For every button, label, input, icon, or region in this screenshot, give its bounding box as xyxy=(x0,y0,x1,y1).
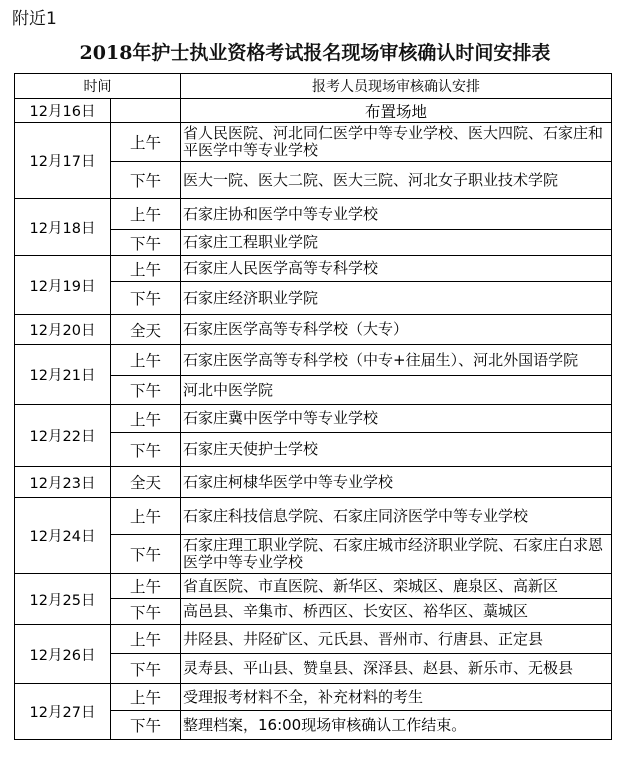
period-cell: 上午 xyxy=(111,199,181,230)
content-cell: 高邑县、辛集市、桥西区、长安区、裕华区、藁城区 xyxy=(181,599,612,625)
appendix-label: 附近1 xyxy=(12,9,57,29)
header-time: 时间 xyxy=(15,74,181,99)
content-cell: 石家庄医学高等专科学校（大专） xyxy=(181,315,612,345)
period-cell: 上午 xyxy=(111,625,181,654)
table-row xyxy=(15,405,612,433)
date-cell: 12月26日 xyxy=(15,625,111,684)
period-cell: 下午 xyxy=(111,535,181,574)
table-header-row xyxy=(15,74,612,99)
period-cell: 下午 xyxy=(111,162,181,199)
content-cell: 石家庄工程职业学院 xyxy=(181,230,612,256)
table-row xyxy=(15,345,612,376)
table-row xyxy=(15,199,612,230)
content-cell: 石家庄医学高等专科学校（中专+往届生）、河北外国语学院 xyxy=(181,345,612,376)
date-cell: 12月17日 xyxy=(15,123,111,199)
period-cell: 下午 xyxy=(111,654,181,684)
table-row xyxy=(15,467,612,498)
period-cell: 全天 xyxy=(111,467,181,498)
period-cell: 上午 xyxy=(111,256,181,282)
content-cell: 河北中医学院 xyxy=(181,376,612,405)
date-cell: 12月16日 xyxy=(15,99,111,123)
date-cell: 12月24日 xyxy=(15,498,111,574)
content-cell: 布置场地 xyxy=(181,99,612,123)
date-cell: 12月18日 xyxy=(15,199,111,256)
content-cell: 石家庄科技信息学院、石家庄同济医学中等专业学校 xyxy=(181,498,612,535)
period-cell: 上午 xyxy=(111,123,181,162)
content-cell: 省人民医院、河北同仁医学中等专业学校、医大四院、石家庄和平医学中等专业学校 xyxy=(181,123,612,162)
content-cell: 整理档案，16:00现场审核确认工作结束。 xyxy=(181,711,612,740)
period-cell: 下午 xyxy=(111,599,181,625)
period-cell: 下午 xyxy=(111,376,181,405)
period-cell: 下午 xyxy=(111,711,181,740)
period-cell: 上午 xyxy=(111,574,181,599)
period-cell: 上午 xyxy=(111,684,181,711)
content-cell: 石家庄天使护士学校 xyxy=(181,433,612,467)
content-cell: 省直医院、市直医院、新华区、栾城区、鹿泉区、高新区 xyxy=(181,574,612,599)
header-arrangement: 报考人员现场审核确认安排 xyxy=(181,74,612,99)
table-row xyxy=(15,315,612,345)
content-cell: 受理报考材料不全，补充材料的考生 xyxy=(181,684,612,711)
period-cell: 下午 xyxy=(111,230,181,256)
date-cell: 12月20日 xyxy=(15,315,111,345)
table-row xyxy=(15,99,612,123)
date-cell: 12月27日 xyxy=(15,684,111,740)
date-cell: 12月21日 xyxy=(15,345,111,405)
table-row xyxy=(15,123,612,162)
date-cell: 12月19日 xyxy=(15,256,111,315)
content-cell: 石家庄经济职业学院 xyxy=(181,282,612,315)
table-row xyxy=(15,256,612,282)
period-cell: 全天 xyxy=(111,315,181,345)
period-cell: 上午 xyxy=(111,345,181,376)
document-title: 2018年护士执业资格考试报名现场审核确认时间安排表 xyxy=(79,42,551,64)
table-row xyxy=(15,574,612,599)
content-cell: 灵寿县、平山县、赞皇县、深泽县、赵县、新乐市、无极县 xyxy=(181,654,612,684)
period-cell: 下午 xyxy=(111,433,181,467)
content-cell: 石家庄冀中医学中等专业学校 xyxy=(181,405,612,433)
period-cell: 下午 xyxy=(111,282,181,315)
content-cell: 石家庄人民医学高等专科学校 xyxy=(181,256,612,282)
period-cell: 上午 xyxy=(111,405,181,433)
content-cell: 井陉县、井陉矿区、元氏县、晋州市、行唐县、正定县 xyxy=(181,625,612,654)
content-cell: 医大一院、医大二院、医大三院、河北女子职业技术学院 xyxy=(181,162,612,199)
date-cell: 12月25日 xyxy=(15,574,111,625)
period-cell: 上午 xyxy=(111,498,181,535)
period-cell xyxy=(111,99,181,123)
content-cell: 石家庄柯棣华医学中等专业学校 xyxy=(181,467,612,498)
date-cell: 12月23日 xyxy=(15,467,111,498)
content-cell: 石家庄协和医学中等专业学校 xyxy=(181,199,612,230)
table-row xyxy=(15,684,612,711)
table-row xyxy=(15,625,612,654)
date-cell: 12月22日 xyxy=(15,405,111,467)
schedule-table xyxy=(14,73,612,740)
content-cell: 石家庄理工职业学院、石家庄城市经济职业学院、石家庄白求恩医学中等专业学校 xyxy=(181,535,612,574)
table-row xyxy=(15,498,612,535)
